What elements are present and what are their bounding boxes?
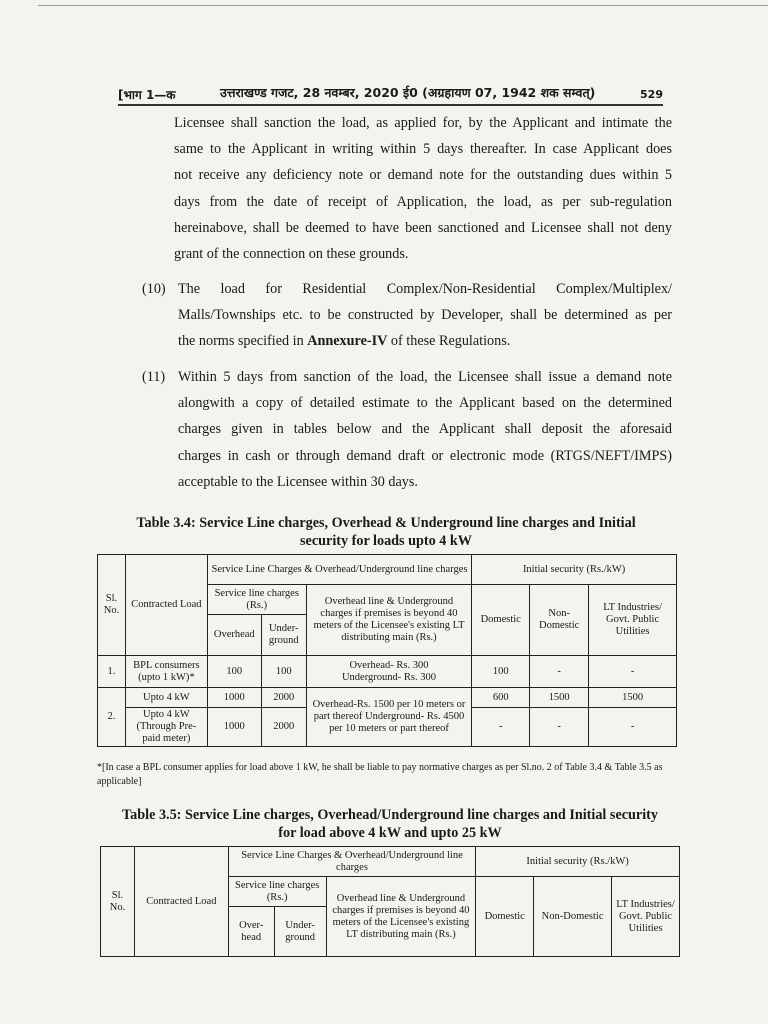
- paragraph-11: Within 5 days from sanction of the load, the Licensee shall issue a demand note alongwith a copy of detailed estimate to the Applicant based on the determined charges given in tables below and the Applicant shall deposit the aforesaid charges in cash or through demand draft or electronic mode (RTGS/NEFT/IMPS) acceptable to the Licensee within 30 days.: [178, 369, 672, 490]
- annexure-reference: Annexure-IV: [307, 333, 388, 350]
- gazette-title: उत्तराखण्ड गजट, 28 नवम्बर, 2020 ई0 (अग्रहायण 07, 1942 शक सम्वत्): [220, 85, 596, 100]
- col-header-security: Initial security (Rs./kW): [476, 847, 680, 877]
- col-header-group: Service Line Charges & Overhead/Underground line charges: [207, 555, 471, 585]
- col-header-ohug: Overhead line & Underground charges if premises is beyond 40 meters of the Licensee's existing LT distributing main (Rs.): [306, 585, 472, 656]
- col-header-slno: Sl. No.: [101, 847, 135, 957]
- col-header-load: Contracted Load: [134, 847, 228, 957]
- col-header-domestic: Domestic: [472, 585, 530, 656]
- col-header-ohug: Overhead line & Underground charges if premises is beyond 40 meters of the Licensee's existing LT distributing main (Rs.): [326, 877, 476, 957]
- footnote: *[In case a BPL consumer applies for load above 1 kW, he shall be liable to pay normative charges as per Sl.no. 2 of Table 3.4 & Table 3.5 as applicable]: [97, 762, 663, 787]
- paragraph-10-number: (10): [142, 281, 166, 297]
- col-header-nondomestic: Non-Domestic: [530, 585, 589, 656]
- paragraph-11-number: (11): [142, 369, 166, 385]
- table-row: Upto 4 kW (Through Pre-paid meter) 1000 2000 - - -: [98, 708, 677, 747]
- paragraph-10: The load for Residential Complex/Non-Residential Complex/Multiplex/ Malls/Townships etc. to be constructed by Developer, shall be determined as per the norms specified in Annexure-IV of these Regulations.: [178, 281, 672, 350]
- col-header-slno: Sl. No.: [98, 555, 126, 656]
- top-scan-edge: [38, 5, 768, 6]
- table-3-4: [97, 554, 677, 747]
- part-label: [भाग 1—क: [118, 88, 176, 102]
- col-header-group: Service Line Charges & Overhead/Underground line charges: [228, 847, 475, 877]
- col-header-underground: Under-ground: [261, 615, 306, 656]
- col-header-overhead: Overhead: [207, 615, 261, 656]
- table-3-4-caption: Table 3.4: Service Line charges, Overhead & Underground line charges and Initial security for loads upto 4 kW: [136, 515, 636, 549]
- col-header-load: Contracted Load: [125, 555, 207, 656]
- table-row: 1. BPL consumers (upto 1 kW)* 100 100 Overhead- Rs. 300 Underground- Rs. 300 100 - -: [98, 656, 677, 688]
- col-header-overhead: Over-head: [228, 907, 274, 957]
- col-header-lt: LT Industries/ Govt. Public Utilities: [612, 877, 680, 957]
- col-header-underground: Under-ground: [274, 907, 326, 957]
- col-header-nondomestic: Non-Domestic: [534, 877, 612, 957]
- table-3-5: [100, 846, 680, 957]
- table-3-5-caption: Table 3.5: Service Line charges, Overhead/Underground line charges and Initial security for load above 4 kW and upto 25 kW: [122, 807, 658, 841]
- paragraph-intro: Licensee shall sanction the load, as applied for, by the Applicant and intimate the same to the Applicant in writing within 5 days thereafter. In case Applicant does not receive any deficiency note or demand note for the outstanding dues within 5 days from the date of receipt of Application, the load, as per sub-regulation hereinabove, shall be deemed to have been sanctioned and Licensee shall not deny grant of the connection on these grounds.: [174, 115, 672, 263]
- header-rule: [118, 104, 663, 106]
- col-header-lt: LT Industries/ Govt. Public Utilities: [589, 585, 677, 656]
- col-header-security: Initial security (Rs./kW): [472, 555, 677, 585]
- col-header-service: Service line charges (Rs.): [207, 585, 306, 615]
- page-header: [118, 84, 663, 106]
- page-number: 529: [640, 88, 663, 101]
- col-header-domestic: Domestic: [476, 877, 534, 957]
- table-row: 2. Upto 4 kW 1000 2000 Overhead-Rs. 1500 per 10 meters or part thereof Underground- Rs. 4500 per 10 meters or part thereof 600 1500 1500: [98, 688, 677, 708]
- col-header-service: Service line charges (Rs.): [228, 877, 326, 907]
